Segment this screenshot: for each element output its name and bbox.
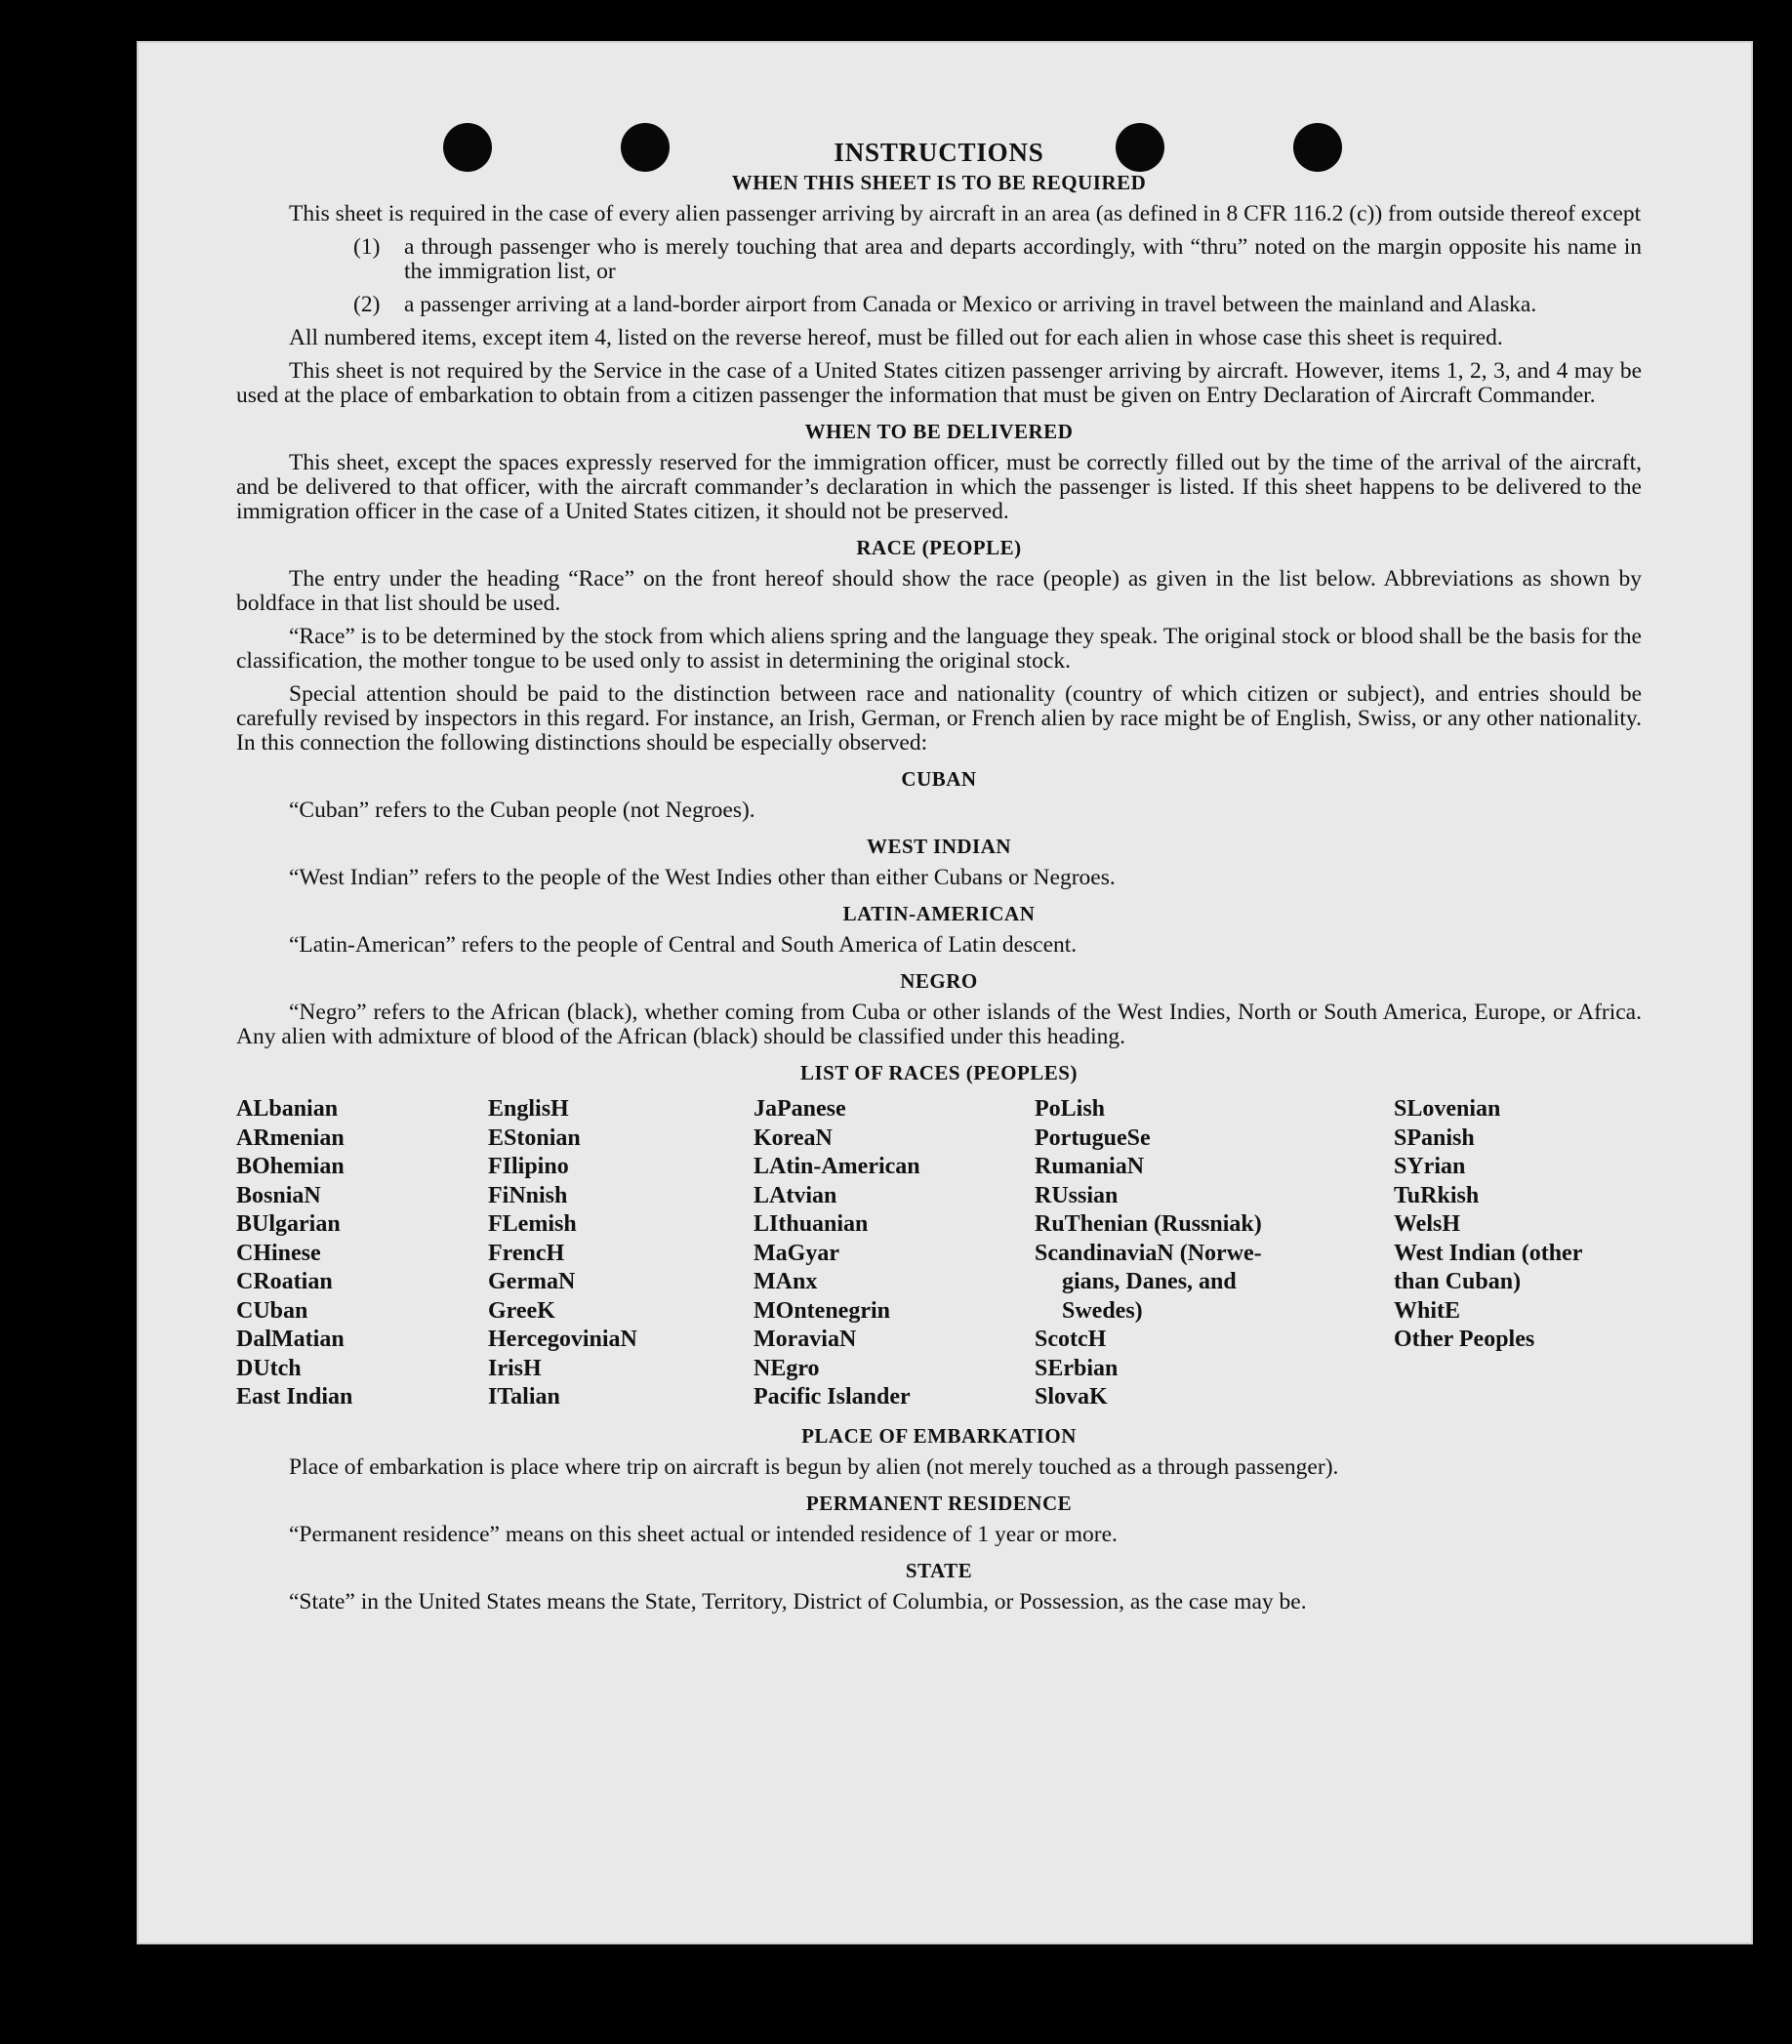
list-item: TuRkish [1394, 1182, 1480, 1208]
list-item: JaPanese [753, 1096, 846, 1122]
page-title: INSTRUCTIONS [834, 138, 1044, 167]
list-item: GreeK [488, 1297, 555, 1324]
instructions-content [236, 138, 1642, 1623]
list-item: LAtvian [753, 1182, 837, 1208]
list-item: WhitE [1394, 1297, 1461, 1324]
list-item: DUtch [236, 1355, 302, 1381]
list-item: KoreaN [753, 1124, 833, 1151]
document-page [137, 41, 1753, 1944]
item-number: (1) [353, 234, 381, 260]
section-heading: LATIN-AMERICAN [842, 902, 1036, 925]
list-item: RumaniaN [1035, 1154, 1145, 1179]
list-item: BosniaN [236, 1182, 321, 1208]
section-heading: WHEN THIS SHEET IS TO BE REQUIRED [731, 171, 1147, 194]
list-item: SlovaK [1035, 1384, 1108, 1410]
list-item: SPanish [1394, 1124, 1475, 1151]
list-item: MAnx [753, 1269, 818, 1294]
paragraph: “Race” is to be determined by the stock from which aliens spring and the language they speak. The original stock or blood shall be the basis for the classification, the mother tongue to be used only to assist in determining the original stock. [236, 624, 1642, 674]
paragraph: Special attention should be paid to the distinction between race and nationality (country of which citizen or subject), and entries should be carefully revised by inspectors in this regard. For instance, an Irish, German, or French alien by race might be of English, Swiss, or any other nationality. In this connection the following distinctions should be especially observed: [236, 681, 1642, 756]
list-item-continuation: gians, Danes, and [1062, 1269, 1237, 1294]
list-item: RuThenian (Russniak) [1035, 1211, 1262, 1237]
item-text: a passenger arriving at a land-border airport from Canada or Mexico or arriving in travel between the mainland and Alaska. [404, 292, 1537, 317]
paragraph: This sheet, except the spaces expressly reserved for the immigration officer, must be correctly filled out by the time of the arrival of the aircraft, and be delivered to that officer, with the aircraft commander’s declaration in which the passenger is listed. If this sheet happens to be delivered to the immigration officer in the case of a United States citizen, it should not be preserved. [236, 450, 1642, 524]
list-item: CUban [236, 1297, 308, 1324]
list-item: CHinese [236, 1240, 321, 1266]
paragraph: “Cuban” refers to the Cuban people (not Negroes). [289, 797, 755, 823]
list-item: FIlipino [488, 1154, 569, 1179]
list-item: NEgro [753, 1355, 820, 1381]
list-item: MoraviaN [753, 1327, 857, 1352]
races-column [236, 1095, 488, 1412]
list-item: RUssian [1035, 1182, 1119, 1208]
paragraph: “Latin-American” refers to the people of Central and South America of Latin descent. [289, 932, 1078, 958]
section-heading: CUBAN [901, 767, 977, 791]
paragraph: Place of embarkation is place where trip on aircraft is begun by alien (not merely touched as a through passenger). [289, 1453, 1339, 1480]
list-item: PortugueSe [1035, 1124, 1151, 1151]
list-item: FrencH [488, 1240, 565, 1266]
paragraph: This sheet is not required by the Service in the case of a United States citizen passenger arriving by aircraft. However, items 1, 2, 3, and 4 may be used at the place of embarkation to obtain from a citizen passenger the information that must be given on Entry Declaration of Aircraft Commander. [236, 358, 1642, 408]
list-item: SErbian [1035, 1355, 1119, 1381]
paragraph: All numbered items, except item 4, listed on the reverse hereof, must be filled out for each alien in whose case this sheet is required. [289, 325, 1503, 350]
list-item: ITalian [488, 1384, 560, 1410]
list-item: CRoatian [236, 1269, 333, 1294]
list-item: PoLish [1035, 1096, 1106, 1122]
paragraph: “State” in the United States means the State, Territory, District of Columbia, or Possession, as the case may be. [289, 1588, 1307, 1615]
list-item: West Indian (other [1394, 1240, 1583, 1266]
list-item: HercegoviniaN [488, 1327, 637, 1352]
list-item: ScotcH [1035, 1327, 1107, 1352]
list-item: IrisH [488, 1355, 542, 1381]
section-heading: WEST INDIAN [866, 835, 1012, 858]
list-item: SYrian [1394, 1154, 1466, 1179]
list-item: BOhemian [236, 1154, 345, 1179]
races-column [1394, 1095, 1642, 1412]
list-item [236, 235, 1642, 284]
list-item: MaGyar [753, 1240, 839, 1266]
item-text: a through passenger who is merely touching that area and departs accordingly, with “thru” noted on the margin opposite his name in the immigration list, or [404, 234, 1642, 284]
section-heading: STATE [905, 1558, 973, 1582]
list-item: East Indian [236, 1384, 353, 1410]
list-item: ALbanian [236, 1096, 339, 1122]
list-item-continuation: than Cuban) [1394, 1269, 1522, 1294]
paragraph: The entry under the heading “Race” on the front hereof should show the race (people) as given in the list below. Abbreviations as shown by boldface in that list should be used. [236, 566, 1642, 616]
list-item: LIthuanian [753, 1211, 869, 1237]
races-column [488, 1095, 753, 1412]
list-item: FLemish [488, 1211, 577, 1237]
list-item: ARmenian [236, 1124, 345, 1151]
list-item: ScandinaviaN (Norwe- [1035, 1240, 1262, 1266]
races-column [1035, 1095, 1394, 1412]
list-item: MOntenegrin [753, 1297, 890, 1324]
list-item: Other Peoples [1394, 1327, 1535, 1352]
section-heading: NEGRO [900, 969, 978, 993]
list-item: DalMatian [236, 1327, 345, 1352]
section-heading: RACE (PEOPLE) [856, 536, 1022, 559]
paragraph: “Negro” refers to the African (black), whether coming from Cuba or other islands of the West Indies, North or South America, Europe, or Africa. Any alien with admixture of blood of the African (black) should be classified under this heading. [236, 1000, 1642, 1049]
section-heading: LIST OF RACES (PEOPLES) [800, 1061, 1078, 1084]
list-item: EStonian [488, 1124, 581, 1151]
list-item: EnglisH [488, 1096, 569, 1122]
list-item: LAtin-American [753, 1154, 920, 1179]
list-item: GermaN [488, 1269, 576, 1294]
section-heading: WHEN TO BE DELIVERED [804, 420, 1074, 443]
list-item [236, 293, 1642, 317]
list-item: Pacific Islander [753, 1384, 911, 1410]
list-item: SLovenian [1394, 1096, 1501, 1122]
list-item: BUlgarian [236, 1211, 341, 1237]
item-number: (2) [353, 292, 381, 317]
races-list [236, 1095, 1642, 1412]
paragraph: “West Indian” refers to the people of the West Indies other than either Cubans or Negroes. [289, 865, 1116, 890]
list-item-continuation: Swedes) [1062, 1297, 1143, 1324]
section-heading: PLACE OF EMBARKATION [801, 1423, 1077, 1448]
races-column [753, 1095, 1035, 1412]
list-item: FiNnish [488, 1182, 568, 1208]
paragraph: This sheet is required in the case of every alien passenger arriving by aircraft in an area (as defined in 8 CFR 116.2 (c)) from outside thereof except [289, 201, 1642, 226]
section-heading: PERMANENT RESIDENCE [805, 1491, 1073, 1515]
paragraph: “Permanent residence” means on this sheet actual or intended residence of 1 year or more. [289, 1521, 1118, 1547]
list-item: WelsH [1394, 1211, 1461, 1237]
